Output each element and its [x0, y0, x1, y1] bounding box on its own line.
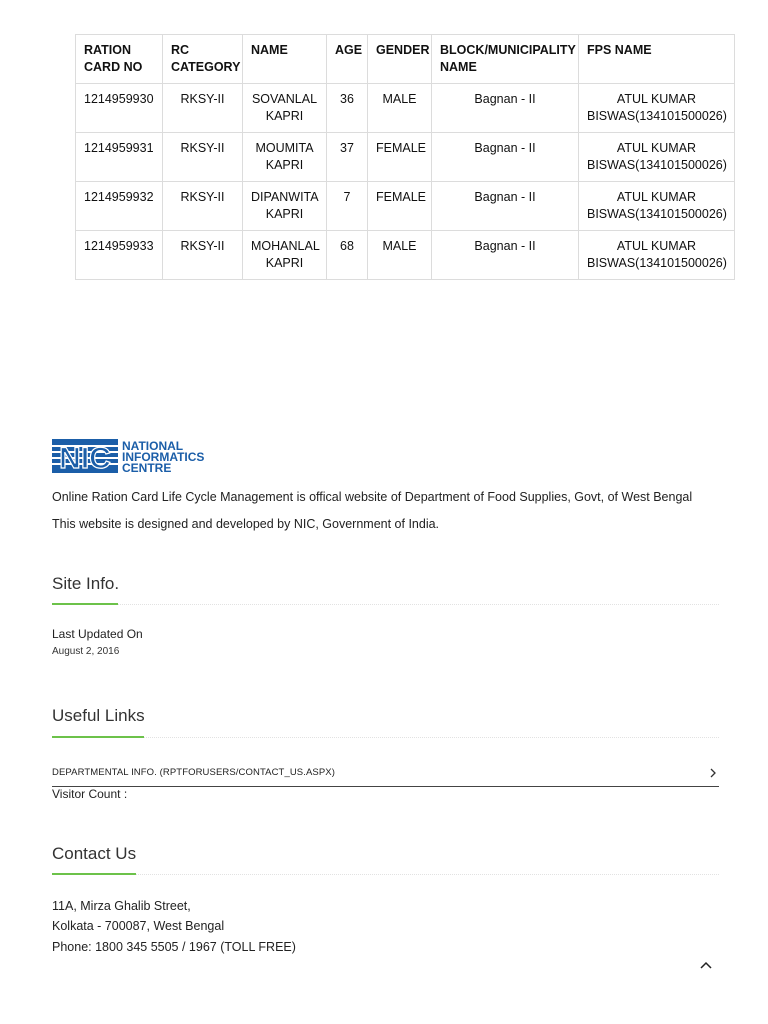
nic-logo-line1: NATIONAL [122, 439, 184, 453]
cell-gender: MALE [368, 84, 432, 133]
table-row [76, 182, 735, 231]
table-header-row [76, 35, 735, 84]
site-info-title: Site Info. [52, 574, 120, 593]
cell-gender: FEMALE [368, 133, 432, 182]
cell-block: Bagnan - II [432, 133, 579, 182]
cell-fps-name: ATUL KUMAR BISWAS(134101500026) [579, 84, 735, 133]
cell-category: RKSY-II [163, 182, 243, 231]
header-gender: GENDER [368, 35, 432, 84]
useful-links-title: Useful Links [52, 706, 145, 725]
cell-category: RKSY-II [163, 231, 243, 280]
table-row [76, 133, 735, 182]
contact-address-line2: Kolkata - 700087, West Bengal [52, 919, 225, 933]
useful-links-accent [52, 736, 144, 738]
header-name: NAME [243, 35, 327, 84]
cell-name: MOHANLAL KAPRI [243, 231, 327, 280]
departmental-info-link[interactable] [52, 764, 719, 787]
scroll-to-top-button[interactable] [697, 957, 715, 973]
cell-card-no: 1214959931 [76, 133, 163, 182]
contact-us-divider [52, 874, 719, 875]
departmental-info-link-text[interactable]: DEPARTMENTAL INFO. (RPTFORUSERS/CONTACT_US.ASPX) [52, 767, 335, 778]
contact-phone: Phone: 1800 345 5505 / 1967 (TOLL FREE) [52, 940, 296, 954]
developer-credit-text: This website is designed and developed by NIC, Government of India. [52, 517, 440, 531]
cell-name: DIPANWITA KAPRI [243, 182, 327, 231]
site-info-divider [52, 604, 719, 605]
cell-fps-name: ATUL KUMAR BISWAS(134101500026) [579, 231, 735, 280]
contact-us-title: Contact Us [52, 844, 137, 863]
cell-age: 36 [327, 84, 368, 133]
useful-links-divider [52, 737, 719, 738]
chevron-right-icon [707, 766, 719, 780]
table-row [76, 231, 735, 280]
about-website-text: Online Ration Card Life Cycle Management is offical website of Department of Food Supplies, Govt, of West Bengal [52, 490, 693, 504]
visitor-count-label: Visitor Count : [52, 787, 128, 801]
nic-logo-mark: NIC [59, 442, 111, 474]
cell-block: Bagnan - II [432, 84, 579, 133]
cell-name: SOVANLAL KAPRI [243, 84, 327, 133]
cell-card-no: 1214959932 [76, 182, 163, 231]
cell-card-no: 1214959930 [76, 84, 163, 133]
cell-age: 7 [327, 182, 368, 231]
ration-card-table [75, 34, 735, 280]
header-block-municipality: BLOCK/MUNICIPALITY NAME [432, 35, 579, 84]
cell-fps-name: ATUL KUMAR BISWAS(134101500026) [579, 133, 735, 182]
cell-category: RKSY-II [163, 84, 243, 133]
contact-us-accent [52, 873, 136, 875]
nic-logo-graphic [52, 438, 222, 474]
ration-card-table-container [75, 34, 734, 280]
cell-age: 68 [327, 231, 368, 280]
site-info-accent [52, 603, 118, 605]
header-fps-name: FPS NAME [579, 35, 735, 84]
cell-block: Bagnan - II [432, 231, 579, 280]
header-ration-card-no: RATION CARD NO [76, 35, 163, 84]
cell-gender: MALE [368, 231, 432, 280]
cell-card-no: 1214959933 [76, 231, 163, 280]
header-age: AGE [327, 35, 368, 84]
table-row [76, 84, 735, 133]
nic-logo[interactable] [52, 438, 222, 474]
cell-gender: FEMALE [368, 182, 432, 231]
cell-name: MOUMITA KAPRI [243, 133, 327, 182]
last-updated-value: August 2, 2016 [52, 646, 120, 657]
cell-category: RKSY-II [163, 133, 243, 182]
last-updated-label: Last Updated On [52, 627, 143, 641]
nic-logo-line3: CENTRE [122, 461, 172, 474]
cell-age: 37 [327, 133, 368, 182]
nic-logo-line2: INFORMATICS [122, 450, 205, 464]
chevron-up-icon [697, 960, 715, 977]
cell-fps-name: ATUL KUMAR BISWAS(134101500026) [579, 182, 735, 231]
header-rc-category: RC CATEGORY [163, 35, 243, 84]
cell-block: Bagnan - II [432, 182, 579, 231]
contact-address-line1: 11A, Mirza Ghalib Street, [52, 899, 191, 913]
